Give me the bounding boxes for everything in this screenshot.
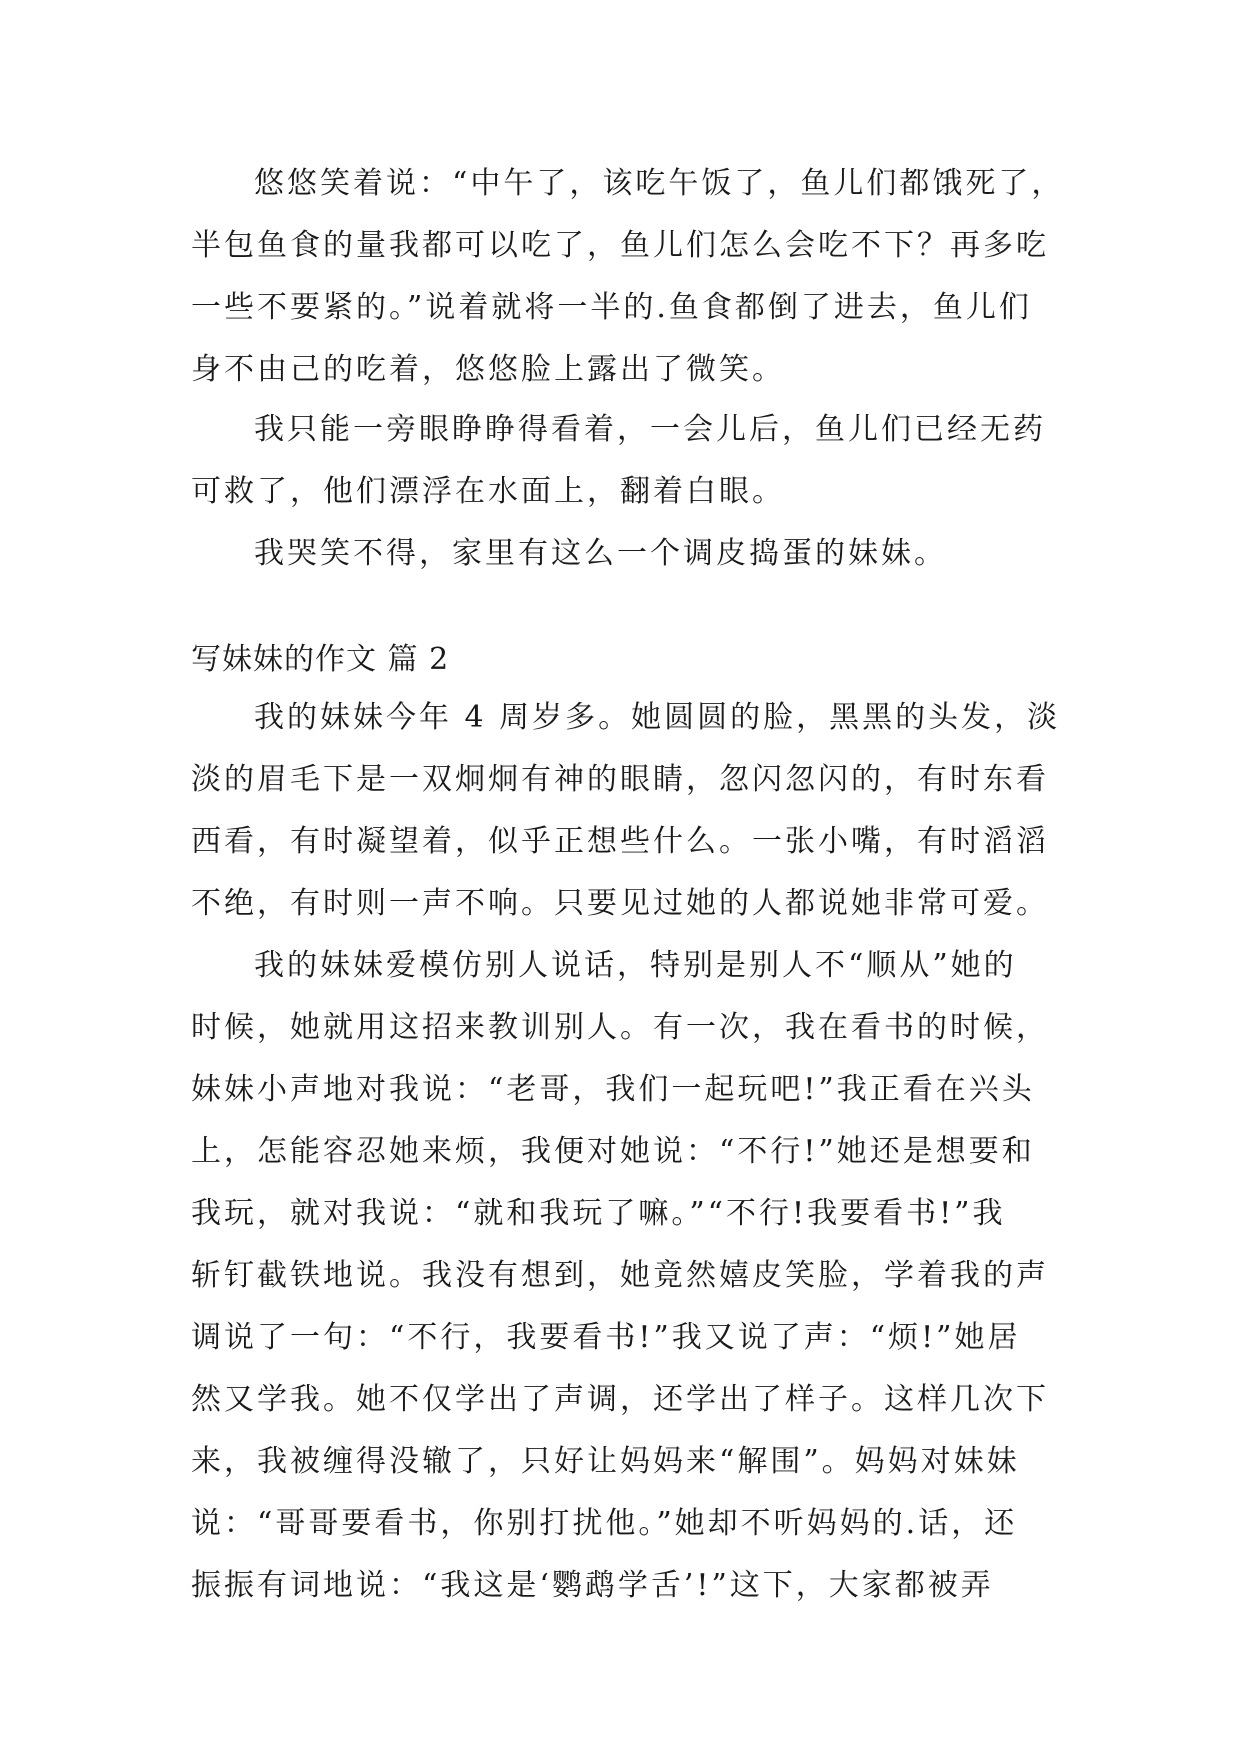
paragraph-line: 说：“哥哥要看书，你别打扰他。”她却不听妈妈的.话，还 (191, 1506, 1018, 1541)
paragraph-line: 半包鱼食的量我都可以吃了，鱼儿们怎么会吃不下？再多吃 (191, 228, 1049, 263)
paragraph-line: 我的妹妹爱模仿别人说话，特别是别人不“顺从”她的 (254, 948, 1017, 983)
paragraph-line: 西看，有时凝望着，似乎正想些什么。一张小嘴，有时滔滔 (191, 824, 1049, 859)
paragraph-line: 来，我被缠得没辙了，只好让妈妈来“解围”。妈妈对妹妹 (191, 1444, 1020, 1479)
paragraph-line: 振振有词地说：“我这是‘鹦鹉学舌’!”这下，大家都被弄 (191, 1568, 994, 1603)
paragraph-line: 我只能一旁眼睁睁得看着，一会儿后，鱼儿们已经无药 (254, 412, 1046, 447)
paragraph-line: 我的妹妹今年 4 周岁多。她圆圆的脸，黑黑的头发，淡 (254, 700, 1061, 735)
paragraph-line: 淡的眉毛下是一双炯炯有神的眼睛，忽闪忽闪的，有时东看 (191, 762, 1049, 797)
paragraph-line: 身不由己的吃着，悠悠脸上露出了微笑。 (191, 352, 785, 387)
paragraph-line: 时候，她就用这招来教训别人。有一次，我在看书的时候， (191, 1010, 1049, 1045)
paragraph-line: 我玩，就对我说：“就和我玩了嘛。”“不行!我要看书!”我 (191, 1196, 1006, 1231)
paragraph-line: 悠悠笑着说：“中午了，该吃午饭了，鱼儿们都饿死了， (254, 166, 1065, 201)
paragraph-line: 可救了，他们漂浮在水面上，翻着白眼。 (191, 474, 785, 509)
paragraph-line: 上，怎能容忍她来烦，我便对她说：“不行!”她还是想要和 (191, 1134, 1035, 1169)
paragraph-line: 然又学我。她不仅学出了声调，还学出了样子。这样几次下 (191, 1382, 1049, 1417)
paragraph-line: 妹妹小声地对我说：“老哥，我们一起玩吧!”我正看在兴头 (191, 1072, 1035, 1107)
paragraph-line: 不绝，有时则一声不响。只要见过她的人都说她非常可爱。 (191, 886, 1049, 921)
paragraph-line: 一些不要紧的。”说着就将一半的.鱼食都倒了进去，鱼儿们 (191, 290, 1032, 325)
paragraph-line: 我哭笑不得，家里有这么一个调皮捣蛋的妹妹。 (254, 536, 947, 571)
paragraph-line: 斩钉截铁地说。我没有想到，她竟然嬉皮笑脸，学着我的声 (191, 1258, 1049, 1293)
paragraph-line: 调说了一句：“不行，我要看书!”我又说了声：“烦!”她居 (191, 1320, 1021, 1355)
section-heading: 写妹妹的作文 篇 2 (191, 642, 450, 677)
